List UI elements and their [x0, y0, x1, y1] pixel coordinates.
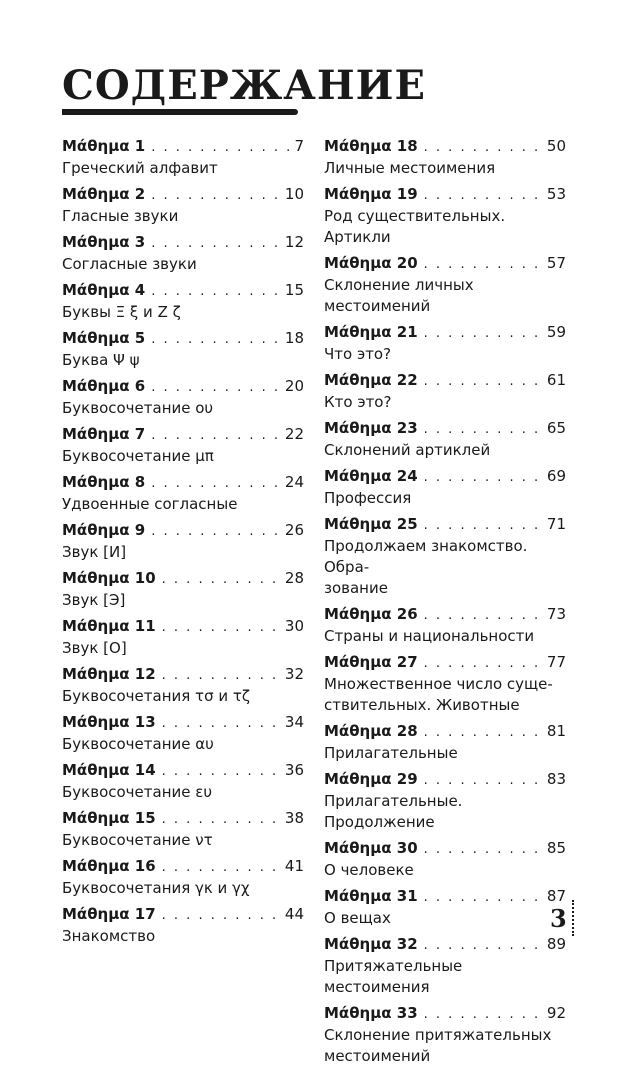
lesson-title: Буквосочетания γκ и γχ: [62, 879, 250, 897]
lesson-title: Греческий алфавит: [62, 159, 218, 177]
page-ref: 10: [284, 185, 304, 203]
leader-dots: [162, 809, 283, 830]
lesson-label: Μάθημα 10: [62, 569, 156, 587]
page-ref: 30: [284, 617, 304, 635]
page-ref: 73: [546, 605, 566, 623]
toc-entry: [324, 418, 566, 461]
lesson-label: Μάθημα 20: [324, 254, 418, 272]
leader-dots: [162, 761, 283, 782]
lesson-label: Μάθημα 25: [324, 515, 418, 533]
page-ref: 81: [546, 722, 566, 740]
lesson-label: Μάθημα 1: [62, 137, 146, 155]
lesson-label: Μάθημα 21: [324, 323, 418, 341]
lesson-title: Что это?: [324, 345, 392, 363]
leader-dots: [162, 569, 283, 590]
lesson-label: Μάθημα 26: [324, 605, 418, 623]
lesson-label: Μάθημα 15: [62, 809, 156, 827]
lesson-title: Прилагательные: [324, 744, 458, 762]
lesson-title: Буквосочетание ευ: [62, 783, 213, 801]
lesson-label: Μάθημα 12: [62, 665, 156, 683]
lesson-title: Род существительных. Артикли: [324, 207, 506, 246]
lesson-title: Личные местоимения: [324, 159, 496, 177]
page-ref: 26: [284, 521, 304, 539]
leader-dots: [424, 935, 545, 956]
toc-entry: [62, 712, 304, 755]
toc-entry: [62, 808, 304, 851]
title-underline: [62, 109, 298, 115]
lesson-title: Склонение личных местоимений: [324, 276, 474, 315]
leader-dots: [424, 839, 545, 860]
toc-entry: [324, 136, 566, 179]
page-ref: 38: [284, 809, 304, 827]
toc-entry: [62, 280, 304, 323]
lesson-title-continued: ствительных. Животные: [324, 696, 520, 714]
toc-entry: [324, 769, 566, 833]
leader-dots: [424, 515, 545, 536]
lesson-label: Μάθημα 33: [324, 1004, 418, 1022]
lesson-label: Μάθημα 22: [324, 371, 418, 389]
lesson-label: Μάθημα 32: [324, 935, 418, 953]
lesson-label: Μάθημα 7: [62, 425, 146, 443]
leader-dots: [151, 521, 283, 542]
toc-entry: [62, 376, 304, 419]
leader-dots: [162, 617, 283, 638]
lesson-title: Множественное число суще-: [324, 675, 553, 693]
page-ref: 53: [546, 185, 566, 203]
toc-entry: [324, 322, 566, 365]
page-ref: 65: [546, 419, 566, 437]
toc-entry: [324, 721, 566, 764]
lesson-title: Буквосочетание μπ: [62, 447, 214, 465]
toc-entry: [324, 886, 566, 929]
lesson-title: Буквосочетание ου: [62, 399, 214, 417]
leader-dots: [424, 887, 545, 908]
leader-dots: [151, 329, 283, 350]
toc-entry: [62, 616, 304, 659]
toc-entry: [62, 136, 304, 179]
page-ref: 34: [284, 713, 304, 731]
page-ref: 92: [546, 1004, 566, 1022]
lesson-label: Μάθημα 5: [62, 329, 146, 347]
page-number: 3: [550, 904, 567, 933]
lesson-label: Μάθημα 11: [62, 617, 156, 635]
leader-dots: [424, 467, 545, 488]
toc-entry: [62, 184, 304, 227]
lesson-title: Продолжаем знакомство. Обра-: [324, 537, 528, 576]
leader-dots: [151, 233, 283, 254]
toc-column-right: [324, 136, 566, 1072]
lesson-title: Звук [Э]: [62, 591, 126, 609]
leader-dots: [424, 419, 545, 440]
toc-entry: [62, 328, 304, 371]
page-ref: 89: [546, 935, 566, 953]
lesson-title: Прилагательные. Продолжение: [324, 792, 463, 831]
lesson-label: Μάθημα 2: [62, 185, 146, 203]
page-ref: 12: [284, 233, 304, 251]
page-title: СОДЕРЖАНИЕ: [62, 62, 426, 109]
lesson-title: Склонений артиклей: [324, 441, 491, 459]
lesson-label: Μάθημα 8: [62, 473, 146, 491]
toc-entry: [62, 232, 304, 275]
toc-entry: [324, 838, 566, 881]
lesson-title: Буквосочетание αυ: [62, 735, 214, 753]
page-ref: 20: [284, 377, 304, 395]
toc-entry: [62, 568, 304, 611]
toc-entry: [62, 424, 304, 467]
lesson-title-continued: зование: [324, 579, 388, 597]
lesson-label: Μάθημα 4: [62, 281, 146, 299]
lesson-title: Профессия: [324, 489, 412, 507]
page-number-ornament: [572, 900, 577, 936]
lesson-title: Буквы Ξ ξ и Ζ ζ: [62, 303, 181, 321]
lesson-label: Μάθημα 13: [62, 713, 156, 731]
toc-entry: [62, 472, 304, 515]
page-ref: 22: [284, 425, 304, 443]
toc-entry: [62, 856, 304, 899]
leader-dots: [162, 713, 283, 734]
toc-entry: [62, 664, 304, 707]
page-ref: 59: [546, 323, 566, 341]
page-ref: 69: [546, 467, 566, 485]
lesson-title: Звук [О]: [62, 639, 127, 657]
toc-entry: [324, 466, 566, 509]
page-ref: 41: [284, 857, 304, 875]
lesson-label: Μάθημα 3: [62, 233, 146, 251]
lesson-title: О вещах: [324, 909, 391, 927]
page-ref: 71: [546, 515, 566, 533]
toc-entry: [324, 514, 566, 599]
lesson-title: Буквосочетание ντ: [62, 831, 213, 849]
leader-dots: [162, 905, 283, 926]
page-ref: 77: [546, 653, 566, 671]
toc-entry: [324, 604, 566, 647]
page-ref: 24: [284, 473, 304, 491]
lesson-title: Гласные звуки: [62, 207, 179, 225]
page-ref: 7: [294, 137, 304, 155]
leader-dots: [424, 185, 545, 206]
page-ref: 28: [284, 569, 304, 587]
toc-entry: [324, 184, 566, 248]
leader-dots: [151, 281, 283, 302]
leader-dots: [424, 605, 545, 626]
lesson-title: Звук [И]: [62, 543, 127, 561]
lesson-label: Μάθημα 19: [324, 185, 418, 203]
lesson-title: Буквосочетания τσ и τζ: [62, 687, 251, 705]
lesson-title: Знакомство: [62, 927, 156, 945]
lesson-title: О человеке: [324, 861, 414, 879]
lesson-title-continued: местоимений: [324, 1047, 431, 1065]
toc-column-left: [62, 136, 304, 952]
page-ref: 18: [284, 329, 304, 347]
lesson-title: Притяжательные местоимения: [324, 957, 463, 996]
leader-dots: [424, 323, 545, 344]
page-ref: 50: [546, 137, 566, 155]
toc-entry: [62, 520, 304, 563]
lesson-label: Μάθημα 29: [324, 770, 418, 788]
toc-entry: [62, 904, 304, 947]
lesson-label: Μάθημα 28: [324, 722, 418, 740]
toc-entry: [324, 253, 566, 317]
lesson-title: Склонение притяжательных: [324, 1026, 552, 1044]
page-ref: 85: [546, 839, 566, 857]
lesson-label: Μάθημα 27: [324, 653, 418, 671]
lesson-label: Μάθημα 31: [324, 887, 418, 905]
lesson-title: Страны и национальности: [324, 627, 535, 645]
page-ref: 61: [546, 371, 566, 389]
page-ref: 87: [546, 887, 566, 905]
lesson-label: Μάθημα 17: [62, 905, 156, 923]
page-ref: 32: [284, 665, 304, 683]
page-ref: 44: [284, 905, 304, 923]
lesson-title: Согласные звуки: [62, 255, 197, 273]
leader-dots: [151, 137, 292, 158]
leader-dots: [424, 653, 545, 674]
leader-dots: [424, 137, 545, 158]
lesson-label: Μάθημα 9: [62, 521, 146, 539]
toc-entry: [62, 760, 304, 803]
page-ref: 15: [284, 281, 304, 299]
lesson-label: Μάθημα 14: [62, 761, 156, 779]
lesson-label: Μάθημα 6: [62, 377, 146, 395]
leader-dots: [162, 857, 283, 878]
leader-dots: [151, 425, 283, 446]
lesson-label: Μάθημα 30: [324, 839, 418, 857]
lesson-label: Μάθημα 24: [324, 467, 418, 485]
toc-entry: [324, 370, 566, 413]
leader-dots: [162, 665, 283, 686]
lesson-label: Μάθημα 23: [324, 419, 418, 437]
page-ref: 83: [546, 770, 566, 788]
leader-dots: [424, 1004, 545, 1025]
leader-dots: [151, 377, 283, 398]
lesson-label: Μάθημα 18: [324, 137, 418, 155]
toc-entry: [324, 1003, 566, 1067]
toc-entry: [324, 652, 566, 716]
page-ref: 57: [546, 254, 566, 272]
lesson-title: Удвоенные согласные: [62, 495, 238, 513]
leader-dots: [151, 185, 283, 206]
leader-dots: [151, 473, 283, 494]
leader-dots: [424, 722, 545, 743]
leader-dots: [424, 371, 545, 392]
lesson-label: Μάθημα 16: [62, 857, 156, 875]
leader-dots: [424, 770, 545, 791]
lesson-title: Буква Ψ ψ: [62, 351, 140, 369]
page-ref: 36: [284, 761, 304, 779]
toc-entry: [324, 934, 566, 998]
lesson-title: Кто это?: [324, 393, 392, 411]
leader-dots: [424, 254, 545, 275]
